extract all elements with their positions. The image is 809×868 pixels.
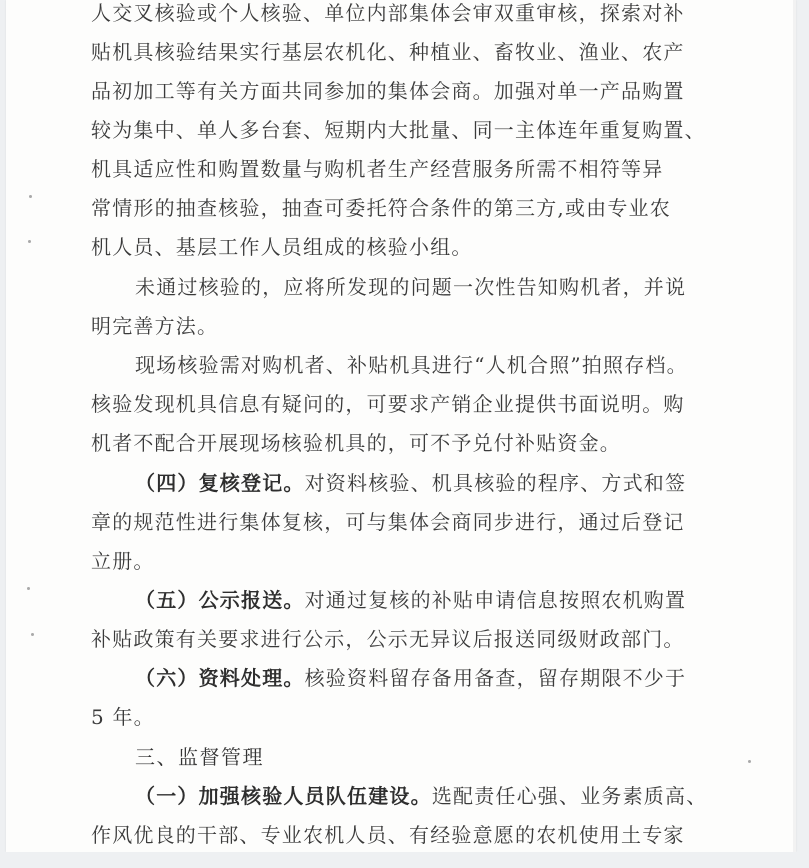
scan-speck [27, 587, 30, 590]
text-line: 未通过核验的，应将所发现的问题一次性告知购机者，并说 [135, 275, 687, 299]
paragraph-heading: （四）复核登记。 [135, 471, 305, 495]
paragraph-first-line [135, 464, 686, 503]
text-line: 5 年。 [91, 705, 155, 729]
text-line: 章的规范性进行集体复核，可与集体会商同步进行，通过后登记 [91, 510, 685, 534]
text-line: 作风优良的干部、专业农机人员、有经验意愿的农机使用土专家 [91, 823, 685, 847]
paragraph-first-line [135, 581, 686, 620]
text-line: 常情形的抽查核验，抽查可委托符合条件的第三方,或由专业农 [91, 196, 671, 220]
paragraph-first-line [135, 659, 686, 698]
text-line: 立册。 [91, 549, 155, 573]
paragraph-heading: （五）公示报送。 [135, 588, 305, 612]
text-line: 贴机具核验结果实行基层农机化、种植业、畜牧业、渔业、农产 [91, 40, 685, 64]
text-line: 机人员、基层工作人员组成的核验小组。 [91, 235, 473, 259]
text-line: 人交叉核验或个人核验、单位内部集体会审双重审核，探索对补 [91, 1, 685, 25]
scan-speck [29, 195, 32, 198]
paragraph-heading: （一）加强核验人员队伍建设。 [135, 784, 432, 808]
text-line: 明完善方法。 [91, 314, 219, 338]
paragraph-text: 核验资料留存备用备查，留存期限不少于 [304, 666, 687, 690]
viewer-background [0, 852, 809, 868]
text-line: 品初加工等有关方面共同参加的集体会商。加强对单一产品购置 [91, 79, 685, 103]
scan-speck [28, 240, 31, 243]
text-line: 核验发现机具信息有疑问的，可要求产销企业提供书面说明。购 [91, 392, 685, 416]
document-page [6, 0, 796, 852]
section-heading: 三、监督管理 [135, 745, 264, 769]
text-line: 机具适应性和购置数量与购机者生产经营服务所需不相符等异 [91, 157, 664, 181]
paragraph-text: 选配责任心强、业务素质高、 [431, 784, 708, 808]
paragraph-heading: （六）资料处理。 [135, 666, 305, 690]
scan-speck [31, 633, 34, 636]
paragraph-text: 对通过复核的补贴申请信息按照农机购置 [304, 588, 687, 612]
text-line: 补贴政策有关要求进行公示，公示无异议后报送同级财政部门。 [91, 627, 685, 651]
page-edge [793, 0, 796, 852]
text-line: 现场核验需对购机者、补贴机具进行“人机合照”拍照存档。 [135, 353, 688, 377]
scan-speck [748, 760, 751, 763]
paragraph-first-line [135, 777, 707, 816]
paragraph-text: 对资料核验、机具核验的程序、方式和签 [304, 471, 687, 495]
text-line: 机者不配合开展现场核验机具的，可不予兑付补贴资金。 [91, 431, 621, 455]
text-line: 较为集中、单人多台套、短期内大批量、同一主体连年重复购置、 [91, 118, 706, 142]
